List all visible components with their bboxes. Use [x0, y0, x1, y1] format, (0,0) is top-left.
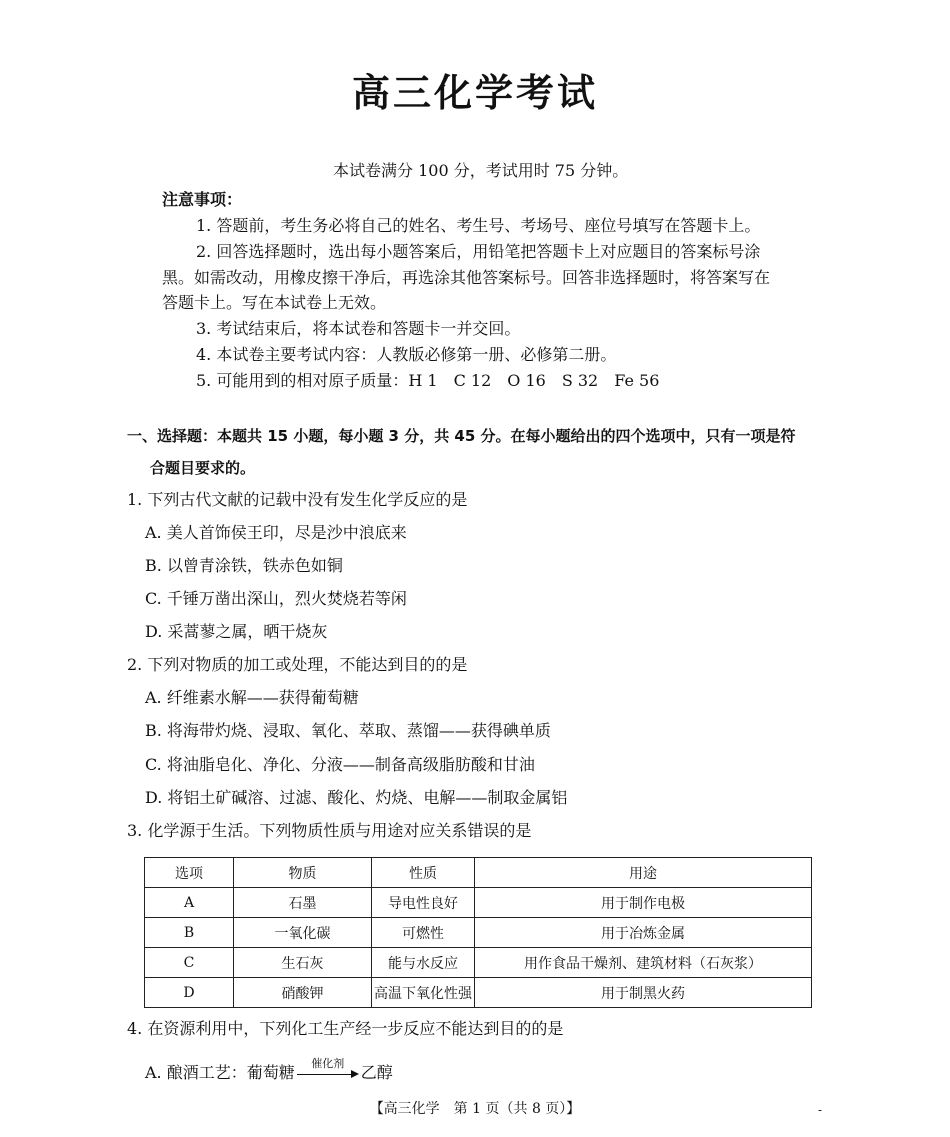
question-stem: 3. 化学源于生活。下列物质性质与用途对应关系错误的是 [127, 821, 532, 840]
table-cell: D [145, 978, 234, 1008]
table-header: 性质 [372, 858, 475, 888]
table-cell: C [145, 948, 234, 978]
option: A. 美人首饰侯王印，尽是沙中浪底来 [145, 523, 407, 542]
table-cell: 用于制作电极 [475, 888, 812, 918]
notice-item: 5. 可能用到的相对原子质量：H 1 C 12 O 16 S 32 Fe 56 [196, 371, 660, 390]
table-cell: 能与水反应 [372, 948, 475, 978]
table-cell: 硝酸钾 [234, 978, 372, 1008]
arrow-label: 催化剂 [311, 1057, 345, 1070]
table-row [145, 978, 812, 1008]
option: B. 以曾青涂铁，铁赤色如铜 [145, 556, 343, 575]
table-cell: 可燃性 [372, 918, 475, 948]
notice-item: 1. 答题前，考生务必将自己的姓名、考生号、考场号、座位号填写在答题卡上。 [196, 216, 761, 235]
option [145, 1057, 393, 1084]
table-cell: A [145, 888, 234, 918]
notice-item: 黑。如需改动，用橡皮擦干净后，再选涂其他答案标号。回答非选择题时，将答案写在 [162, 268, 771, 287]
table-cell: B [145, 918, 234, 948]
page-title: 高三化学考试 [351, 71, 598, 115]
corner-mark: - [818, 1103, 823, 1117]
table-cell: 用于冶炼金属 [475, 918, 812, 948]
table-cell: 导电性良好 [372, 888, 475, 918]
page-footer: 【高三化学 第 1 页（共 8 页）】 [369, 1101, 581, 1117]
table-cell: 石墨 [234, 888, 372, 918]
property-table [144, 857, 812, 1008]
option-a-suffix: 乙醇 [360, 1063, 393, 1082]
arrow-head-icon [351, 1070, 359, 1078]
table-row [145, 918, 812, 948]
table-cell: 一氧化碳 [234, 918, 372, 948]
option: D. 将铝土矿碱溶、过滤、酸化、灼烧、电解——制取金属铝 [145, 788, 568, 807]
notice-item: 4. 本试卷主要考试内容：人教版必修第一册、必修第二册。 [196, 345, 617, 364]
notice-heading: 注意事项： [162, 190, 243, 209]
option: D. 采蒿蓼之属，晒干烧灰 [145, 622, 328, 641]
question-stem: 4. 在资源利用中，下列化工生产经一步反应不能达到目的的是 [127, 1019, 564, 1038]
notice-item: 3. 考试结束后，将本试卷和答题卡一并交回。 [196, 319, 521, 338]
question-stem: 2. 下列对物质的加工或处理，不能达到目的的是 [127, 655, 468, 674]
table-cell: 生石灰 [234, 948, 372, 978]
table-header: 用途 [475, 858, 812, 888]
option: B. 将海带灼烧、浸取、氧化、萃取、蒸馏——获得碘单质 [145, 721, 551, 740]
table-cell: 用于制黑火药 [475, 978, 812, 1008]
notice-item: 答题卡上。写在本试卷上无效。 [162, 293, 387, 312]
notice-item: 2. 回答选择题时，选出每小题答案后，用铅笔把答题卡上对应题目的答案标号涂 [196, 242, 761, 261]
question-stem: 1. 下列古代文献的记载中没有发生化学反应的是 [127, 490, 468, 509]
arrow-line [297, 1074, 355, 1075]
option-a-prefix: A. 酿酒工艺：葡萄糖 [145, 1063, 295, 1082]
option: C. 千锤万凿出深山，烈火焚烧若等闲 [145, 589, 407, 608]
exam-info: 本试卷满分 100 分，考试用时 75 分钟。 [333, 161, 629, 180]
table-header-row [145, 858, 812, 888]
table-header: 物质 [234, 858, 372, 888]
table-header: 选项 [145, 858, 234, 888]
option: C. 将油脂皂化、净化、分液——制备高级脂肪酸和甘油 [145, 755, 535, 774]
option: A. 纤维素水解——获得葡萄糖 [145, 688, 359, 707]
section-heading: 一、选择题：本题共 15 小题，每小题 3 分，共 45 分。在每小题给出的四个选项中，只有一项是符 [127, 427, 796, 445]
table-cell: 高温下氧化性强 [372, 978, 475, 1008]
reaction-arrow [295, 1057, 361, 1084]
table-row [145, 888, 812, 918]
table-row [145, 948, 812, 978]
table-cell: 用作食品干燥剂、建筑材料（石灰浆） [475, 948, 812, 978]
section-heading-cont: 合题目要求的。 [150, 459, 256, 477]
